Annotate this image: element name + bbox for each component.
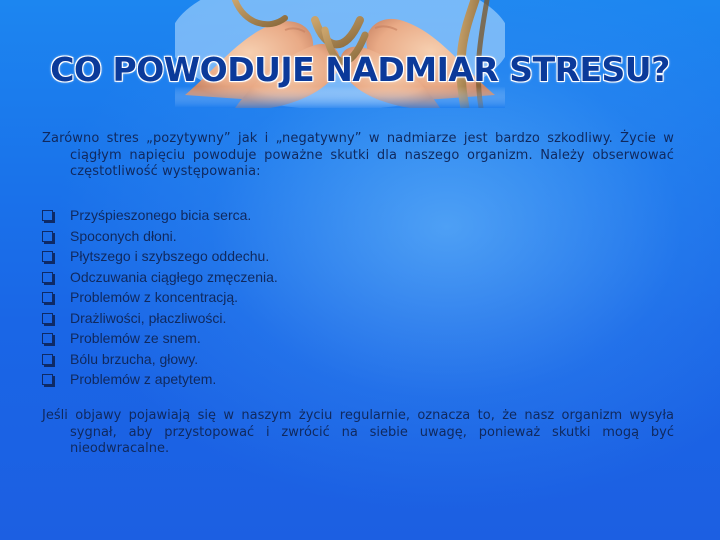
outro-paragraph: Jeśli objawy pojawiają się w naszym życiu regularnie, oznacza to, że nasz organizm wysyła sygnał, aby przystopować i zwrócić na siebie uwagę, ponieważ skutki mogą być nieodwracalne. [42, 408, 674, 456]
intro-paragraph: Zarówno stres „pozytywny” jak i „negatywny” w nadmiarze jest bardzo szkodliwy. Życie w ciągłym napięciu powoduje poważne skutki dla naszego organizm. Należy obserwować częstotliwość występowania: [42, 131, 674, 179]
hollow-square-bullet-icon [42, 374, 53, 385]
list-item [42, 328, 278, 349]
list-item [42, 246, 278, 267]
list-item [42, 267, 278, 288]
list-item-label: Spoconych dłoni. [70, 227, 177, 244]
list-item [42, 308, 278, 329]
symptom-list [42, 205, 278, 390]
list-item-label: Płytszego i szybszego oddechu. [70, 248, 270, 264]
list-item [42, 226, 278, 247]
slide-title: CO POWODUJE NADMIAR STRESU? [50, 50, 670, 89]
hollow-square-bullet-icon [42, 210, 53, 221]
list-item-label: Problemów ze snem. [70, 330, 201, 346]
hollow-square-bullet-icon [42, 231, 53, 242]
list-item [42, 349, 278, 370]
list-item [42, 287, 278, 308]
hollow-square-bullet-icon [42, 292, 53, 303]
list-item [42, 369, 278, 390]
list-item [42, 205, 278, 226]
hollow-square-bullet-icon [42, 272, 53, 283]
list-item-label: Przyśpieszonego bicia serca. [70, 207, 252, 223]
list-item-label: Bólu brzucha, głowy. [70, 350, 199, 367]
list-item-label: Odczuwania ciągłego zmęczenia. [70, 268, 278, 285]
hollow-square-bullet-icon [42, 354, 53, 365]
list-item-label: Problemów z apetytem. [70, 371, 217, 387]
hollow-square-bullet-icon [42, 313, 53, 324]
hollow-square-bullet-icon [42, 251, 53, 262]
list-item-label: Problemów z koncentracją. [70, 289, 239, 305]
list-item-label: Drażliwości, płaczliwości. [70, 309, 227, 326]
hollow-square-bullet-icon [42, 333, 53, 344]
